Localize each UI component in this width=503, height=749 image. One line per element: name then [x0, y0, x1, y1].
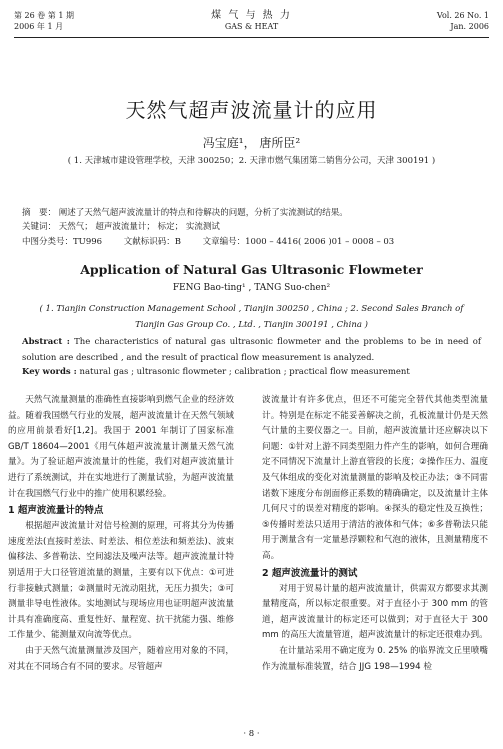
section-heading-1: 1 超声波流量计的特点 — [8, 505, 104, 517]
issue-date: 2006 年 1 月 — [14, 22, 64, 31]
author-affiliation-en: ( 1. Tianjin Construction Management School , Tianjin 300250 , China ; 2. Second Sales Branch of Tianjin Gas Group Co. , Ltd. , Tianjin 300191 , China ) — [39, 304, 464, 330]
article-title: 天然气超声波流量计的应用 — [125, 98, 378, 122]
article-number: 文章编号：1000 – 4416( 2006 )01 – 0008 – 03 — [202, 237, 395, 247]
header-rule — [14, 37, 489, 38]
section-heading-2: 2 超声波流量计的测试 — [262, 567, 358, 579]
keywords-en-text: natural gas ; ultrasonic flowmeter ; calibration ; practical flow measurement — [76, 367, 410, 377]
author-affiliation: ( 1. 天津城市建设管理学校，天津 300250；2. 天津市燃气集团第二销售分公司，天津 300191 ) — [67, 156, 436, 166]
paragraph-features: 根据超声波流量计对信号检测的原理，可将其分为传播速度差法(直接时差法、时差法、相位差法和频差法)、波束偏移法、多普勒法、空间滤法及噪声法等。超声波流量计特别适用于大口径管道流量的测量，主要有以下优点：①可进行非接触式测量；②测量时无流动阻扰，无压力损失；③可测量非导电性液体。实地测试与现场应用也证明超声波流量计具有准确度高、重复性好、量程宽、抗干扰能力强、维修工作量少、能测量双向流等优点。 — [8, 521, 234, 641]
running-header — [14, 10, 489, 42]
abstract-en-label: Abstract : — [22, 337, 70, 347]
page-number: · 8 · — [243, 729, 260, 739]
issue-date-en: Jan. 2006 — [450, 22, 489, 31]
volume-issue-en: Vol. 26 No. 1 — [436, 11, 489, 20]
abstract-cn-label: 摘 要： — [22, 208, 57, 218]
article-authors-en: FENG Bao-ting¹ , TANG Suo-chen² — [172, 283, 331, 293]
abstract-cn — [22, 206, 481, 220]
journal-name-cn: 煤 气 与 热 力 — [211, 10, 292, 21]
volume-issue: 第 26 卷 第 1 期 — [14, 11, 74, 20]
abstract-cn-text: 阐述了天然气超声波流量计的特点和待解决的问题，分析了实流测试的结果。 — [58, 208, 348, 218]
body-column-right — [262, 393, 488, 675]
article-title-en: Application of Natural Gas Ultrasonic Flowmeter — [80, 262, 423, 277]
article-authors: 冯宝庭¹， 唐所臣² — [202, 136, 301, 150]
keywords-cn — [22, 220, 481, 234]
keywords-cn-label: 关键词： — [22, 222, 57, 232]
classification-line — [22, 235, 481, 249]
paragraph-requirements: 由于天然气流量测量涉及国产，随着应用对象的不同，对其在不同场合有不同的要求。尽管超声 — [8, 645, 234, 672]
keywords-cn-text: 天然气； 超声波流量计； 标定； 实流测试 — [58, 222, 220, 232]
abstract-en-text: The characteristics of natural gas ultrasonic flowmeter and the problems to be in need of solution are described , and the result of practical flow measurement is analyzed. — [22, 337, 481, 363]
paragraph-test-station: 在计量站采用不确定度为 0. 25% 的临界流文丘里喷嘴作为流量标准装置，结合 JJG 198—1994 检 — [262, 645, 488, 672]
paragraph-calibration: 对用于贸易计量的超声波流量计，供需双方都要求其测量精度高，所以标定很重要。对于直径小于 300 mm 的管道，超声波流量计的标定还可以做到；对于直径大于 300 mm 的高压大流量管道，超声波流量计的标定还很难办到。 — [262, 583, 488, 641]
keywords-en — [22, 365, 481, 379]
document-code: 文献标识码：B — [123, 237, 181, 247]
body-column-left — [8, 393, 234, 675]
clc-number: 中图分类号：TU996 — [22, 237, 103, 247]
journal-name — [14, 10, 489, 32]
abstract-en — [22, 334, 481, 366]
paragraph-problems: 波流量计有许多优点，但还不可能完全替代其他类型流量计。特别是在标定不能妥善解决之前，孔板流量计仍是天然气计量的主要仪器之一。目前，超声波流量计还应解决以下问题：①针对上游不同类型阻力件产生的影响，如何合理确定不同情况下流量计上游直管段的长度；②操作压力、温度及气体组成的变化对流量测量的影响及校正办法；③不同雷诺数下速度分布剖面修正系数的精确确定，以及流量计主体几何尺寸的误差对精度的影响。④探头的稳定性及互换性；⑤传播时差法只适用于清洁的液体和气体；⑥多普勒法只能用于测量含有一定量悬浮颗粒和气泡的液体，且测量精度不高。 — [262, 395, 488, 561]
journal-name-en: GAS & HEAT — [224, 22, 279, 31]
issue-info-en — [437, 10, 489, 32]
keywords-en-label: Key words : — [22, 367, 77, 377]
paragraph-intro: 天然气流量测量的准确性直接影响到燃气企业的经济效益。随着我国燃气行业的发展，超声波流量计在天然气领域的应用前景看好[1,2]。我国于 2001 年制订了国家标准 GB/T 18604—2001《用气体超声波流量计测量天然气流量》。为了验证超声波流量计的性能，我们对超声波流量计进行了系统测试，并在实地进行了测量试验，为超声波流量计在我国燃气行业中的推广使用积累经验。 — [8, 395, 234, 499]
